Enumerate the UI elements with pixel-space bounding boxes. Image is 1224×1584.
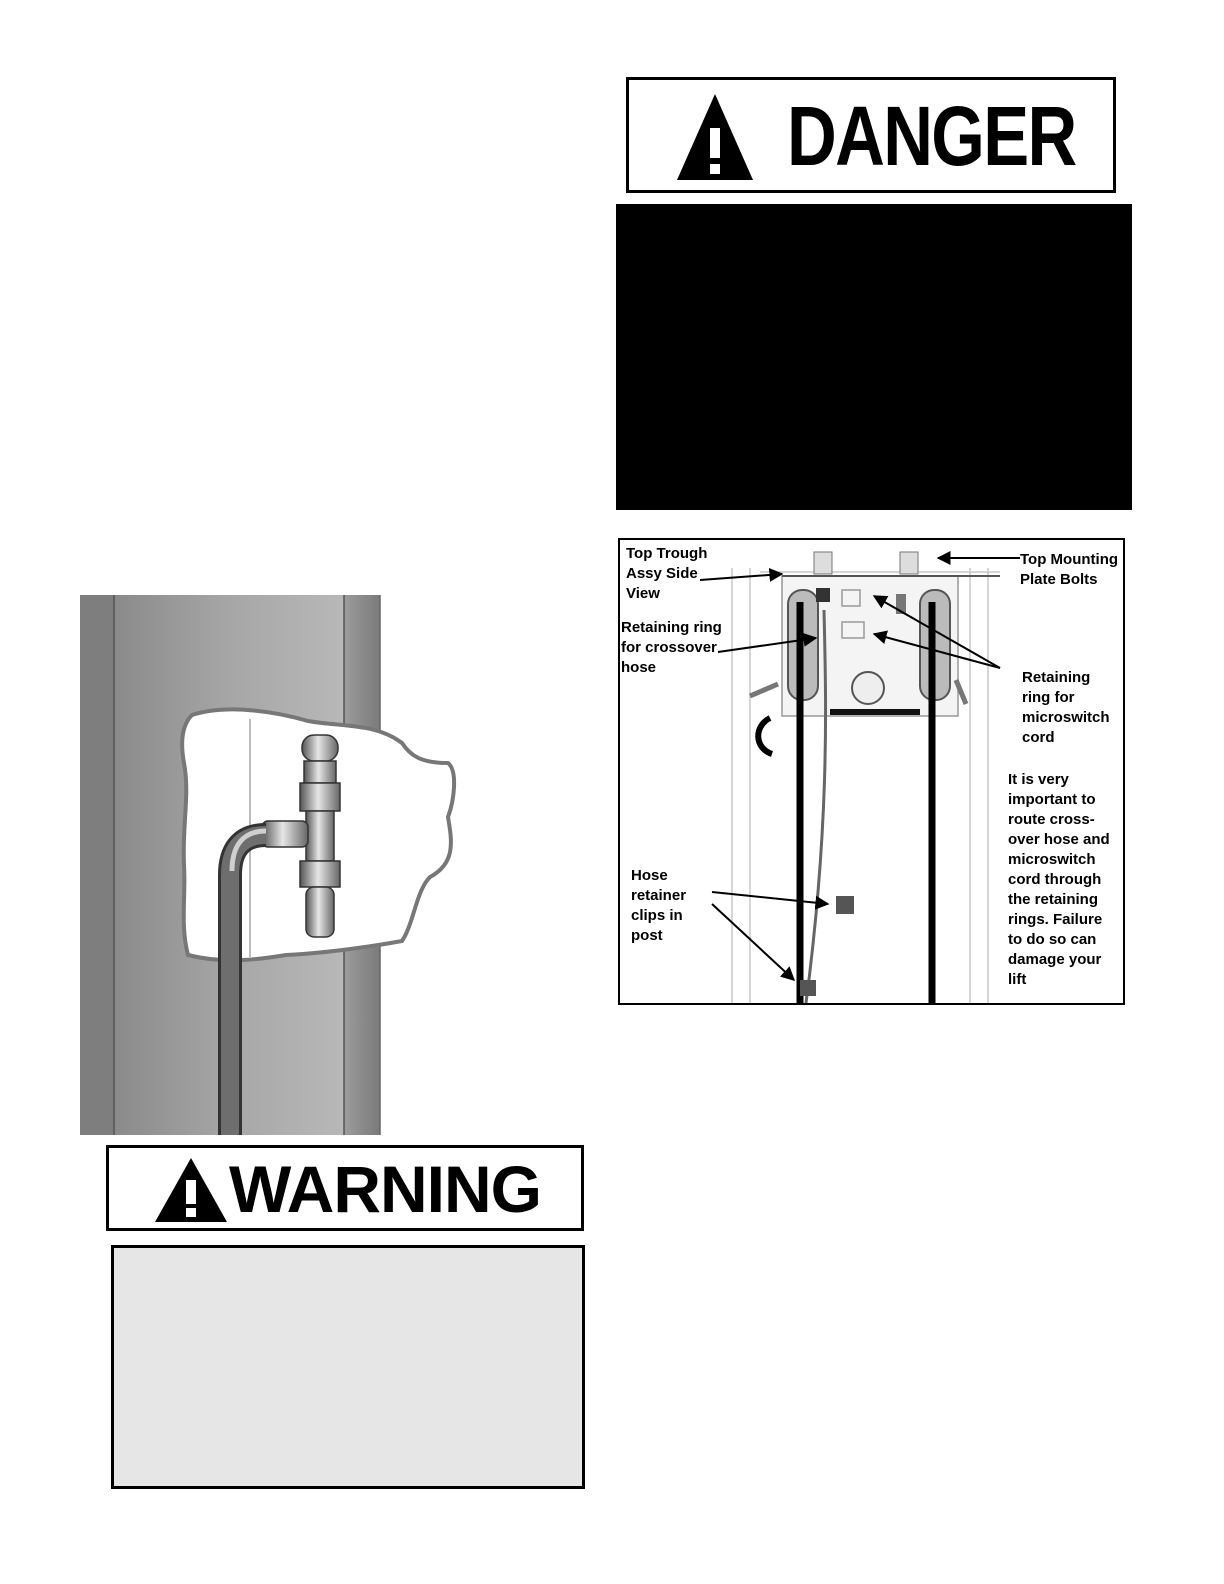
fitting-photo bbox=[80, 595, 585, 1135]
warning-triangle-icon bbox=[153, 1156, 229, 1224]
label-retaining-ring-microswitch: Retaining ring for microswitch cord bbox=[1022, 669, 1110, 746]
warning-triangle-icon bbox=[675, 92, 755, 182]
crossover-routing-diagram bbox=[618, 538, 1125, 1005]
warning-heading: WARNING bbox=[229, 1152, 541, 1226]
danger-heading: DANGER bbox=[787, 89, 1076, 183]
label-retaining-ring-crossover: Retaining ring for crossover hose bbox=[621, 619, 722, 676]
danger-message-box bbox=[616, 204, 1132, 510]
label-hose-retainer-clips: Hose retainer clips in post bbox=[631, 867, 687, 944]
warning-sign bbox=[106, 1145, 584, 1231]
label-top-trough: Top Trough Assy Side View bbox=[626, 545, 708, 602]
label-top-mounting-plate-bolts: Top Mounting Plate Bolts bbox=[1020, 551, 1119, 588]
warning-message-box bbox=[111, 1245, 585, 1489]
danger-sign bbox=[626, 77, 1116, 193]
important-routing-note: It is very important to route cross- over hose and microswitch cord through the retaining rings. Failure to do so can damage your lift bbox=[1008, 771, 1110, 988]
